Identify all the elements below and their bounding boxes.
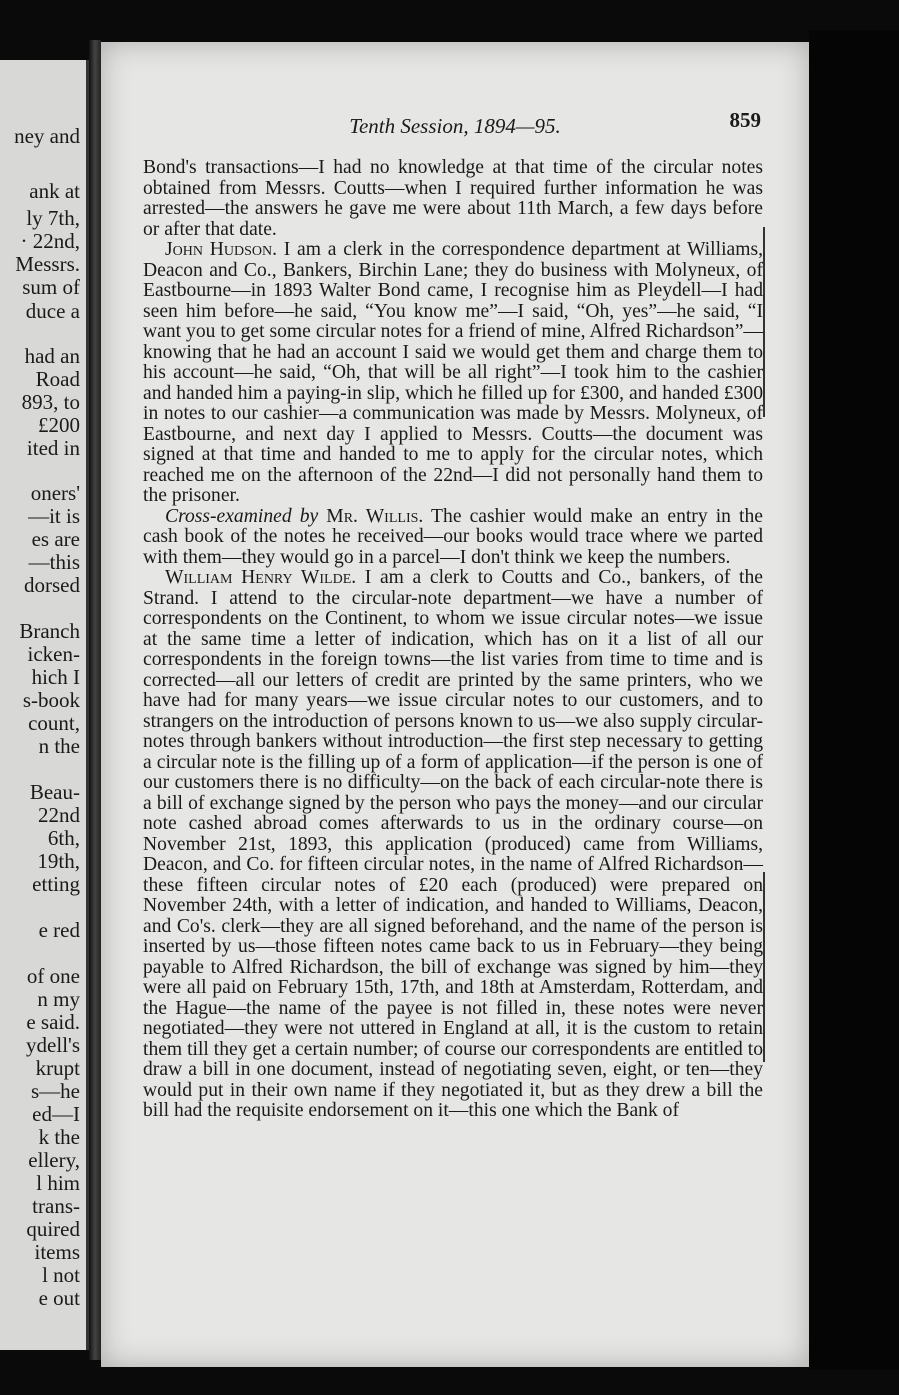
previous-page-line-fragment: quired — [26, 1217, 80, 1241]
previous-page-line-fragment: 893, to — [21, 390, 80, 414]
previous-page-line-fragment: ited in — [26, 436, 80, 460]
previous-page-line-fragment: ellery, — [28, 1148, 80, 1172]
previous-page-line-fragment: items — [34, 1240, 80, 1264]
previous-page-line-fragment: s—he — [31, 1079, 80, 1103]
previous-page-line-fragment: s-book — [22, 688, 80, 712]
previous-page-line-fragment: count, — [28, 711, 80, 735]
paragraph-4-text: I am a clerk to Coutts and Co., bankers, of the Strand. I attend to the circular-note department—we have a number of correspondents on the Continent, to whom we issue circular notes—we issue at the same time a letter of indication, which has on it a list of all our correspondents in the foreign towns—the list varies from time to time and is corrected—all our letters of credit are printed by the same printers, who we have had for many years—we issue circular notes to our customers, and to strangers on the introduction of persons known to us—we also supply circular-notes through bankers without introduction—the first step necessary to getting a circular note is the filling up of a form of application—if the person is one of our customers there is no difficulty—on the back of each circular-note there is a bill of exchange signed by the person who pays the money—and our circular note cashed abroad comes afterwards to us in the ordinary course—on November 21st, 1893, this application (produced) came from Williams, Deacon, and Co. for fifteen circular notes, in the name of Alfred Richardson—these fifteen circular notes of £20 each (produced) were prepared on November 24th, with a letter of indication, and handed to Williams, Deacon, and Co's. clerk—they are all signed beforehand, and the name of the person is inserted by us—those fifteen notes came back to us in February—they being payable to Alfred Richardson, the bill of exchange was signed by him—they were all paid on February 15th, 17th, and 18th at Amsterdam, Rotterdam, and the Hague—the name of the payee is not filled in, these notes were never negotiated—they were not uttered in England at all, it is the custom to retain them till they get a certain number; of course our correspondents are entitled to draw a bill in one document, instead of negotiating seven, eight, or ten—they would put in their own name if they negotiated it, but as they drew a bill the bill had the requisite endorsement on it—this one which the Bank of — [143, 567, 763, 1121]
page-edge-shadow — [809, 30, 899, 1370]
previous-page-line-fragment: of one — [26, 964, 80, 988]
paragraph-3-text: The cashier would make an entry in the cash book of the notes he received—our books would trace where we parted with them—they would go in a parcel—I don't think we keep the numbers. — [143, 505, 763, 568]
examiner-name: Mr. Willis. — [318, 505, 424, 527]
previous-page-line-fragment: n my — [37, 987, 80, 1011]
previous-page-line-fragment: —it is — [28, 504, 80, 528]
paragraph-2-text: I am a clerk in the correspondence department at Williams, Deacon and Co., Bankers, Birchin Lane; they do business with Molyneux, of Eastbourne—in 1893 Walter Bond came, I recognise him as Pleydell—I had seen him before—he said, “You know me”—I said, “Oh, yes”—he said, “I want you to get some circular notes for a friend of mine, Alfred Richardson”—knowing that he had an account I said we would get them and charge them to his account—he said, “Oh, that will be all right”—I took him to the cashier and handed him a paying-in slip, which he filled up for £300, and handed £300 in notes to our cashier—a communication was made by Messrs. Molyneux, of Eastbourne, and next day I applied to Messrs. Coutts—the document was signed at that time and handed to me to apply for the circular notes, which reached me on the afternoon of the 22nd—I did not personally hand them to the prisoner. — [143, 239, 763, 506]
previous-page-line-fragment: oners' — [30, 481, 80, 505]
previous-page-line-fragment: e out — [38, 1286, 80, 1310]
paragraph-1 — [143, 158, 763, 240]
previous-page-line-fragment: dorsed — [24, 573, 80, 597]
previous-page-line-fragment: had an — [24, 344, 80, 368]
margin-pencil-mark — [763, 872, 765, 1062]
previous-page-line-fragment: icken- — [27, 642, 80, 666]
speaker-name: William Henry Wilde. — [165, 567, 357, 588]
previous-page-line-fragment: Road — [35, 367, 80, 391]
previous-page-line-fragment: ank at — [29, 179, 80, 203]
running-head: Tenth Session, 1894—95. — [349, 114, 561, 138]
speaker-name: John Hudson. — [165, 239, 277, 260]
previous-page-line-fragment: e said. — [26, 1010, 80, 1034]
paragraph-3 — [143, 507, 763, 569]
previous-page-line-fragment: duce a — [25, 299, 80, 323]
page-number: 859 — [729, 108, 761, 132]
previous-page-fragment — [0, 60, 89, 1350]
page-body — [143, 158, 763, 1122]
previous-page-line-fragment: 6th, — [47, 826, 80, 850]
book-gutter — [89, 40, 101, 1360]
previous-page-line-fragment: sum of — [22, 275, 80, 299]
previous-page-line-fragment: k the — [38, 1125, 80, 1149]
previous-page-line-fragment: hich I — [31, 665, 80, 689]
previous-page-line-fragment: Messrs. — [15, 252, 80, 276]
previous-page-line-fragment: · 22nd, — [20, 229, 80, 253]
margin-pencil-mark — [763, 227, 765, 417]
previous-page-line-fragment: ney and — [14, 124, 80, 148]
previous-page-line-fragment: trans- — [32, 1194, 80, 1218]
page — [101, 42, 809, 1367]
previous-page-line-fragment: l him — [36, 1171, 80, 1195]
previous-page-line-fragment: krupt — [35, 1056, 80, 1080]
previous-page-line-fragment: —this — [28, 550, 80, 574]
previous-page-line-fragment: es are — [31, 527, 80, 551]
previous-page-line-fragment: £200 — [38, 413, 80, 437]
cross-examined-label: Cross-examined by — [165, 505, 319, 527]
paragraph-4 — [143, 568, 763, 1122]
previous-page-line-fragment: e red — [38, 918, 80, 942]
paragraph-2 — [143, 240, 763, 507]
previous-page-line-fragment: Beau- — [29, 780, 80, 804]
previous-page-line-fragment: l not — [42, 1263, 80, 1287]
previous-page-line-fragment: etting — [32, 872, 80, 896]
previous-page-line-fragment: 19th, — [37, 849, 80, 873]
previous-page-line-fragment: 22nd — [38, 803, 80, 827]
previous-page-line-fragment: ed—I — [32, 1102, 80, 1126]
previous-page-line-fragment: ydell's — [26, 1033, 80, 1057]
previous-page-line-fragment: Branch — [19, 619, 80, 643]
paragraph-1-text: Bond's transactions—I had no knowledge at that time of the circular notes obtained from Messrs. Coutts—when I required further information he was arrested—the answers he gave me were about 11th March, a few days before or after that date. — [143, 157, 763, 240]
previous-page-line-fragment: ly 7th, — [26, 206, 80, 230]
previous-page-line-fragment: n the — [38, 734, 80, 758]
